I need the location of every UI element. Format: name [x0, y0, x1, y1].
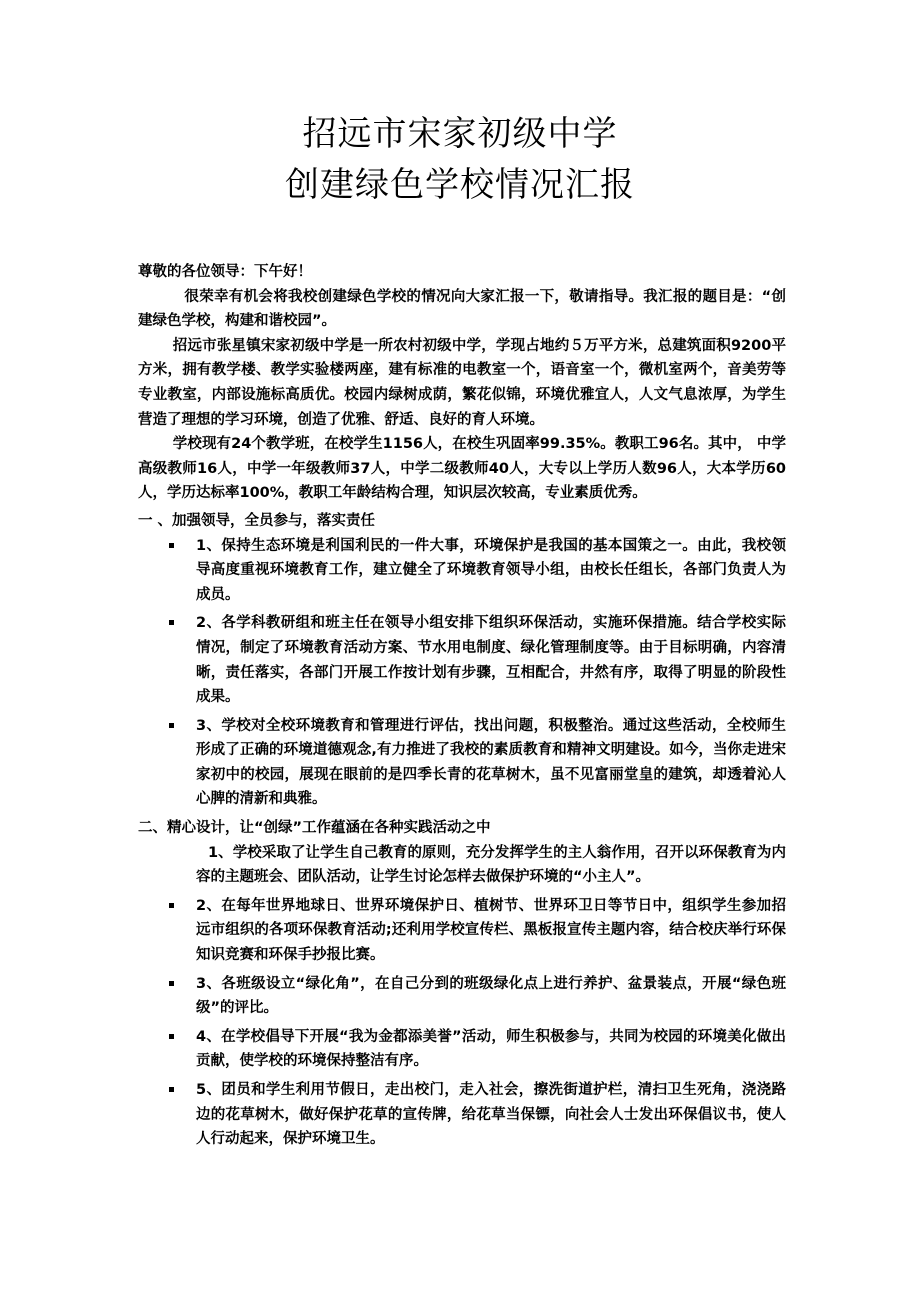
- list-item: 4、在学校倡导下开展“我为金都添美誉”活动，师生积极参与，共同为校园的环境美化做出贡献，使学校的环境保持整洁有序。: [138, 1025, 786, 1074]
- section2-list: [138, 894, 786, 1152]
- list-item: 2、在每年世界地球日、世界环境保护日、植树节、世界环卫日等节日中，组织学生参加招远市组织的各项环保教育活动;还利用学校宣传栏、黑板报宣传主题内容，结合校庆举行环保知识竞赛和环保手抄报比赛。: [138, 894, 786, 968]
- section1-heading: 一 、加强领导，全员参与，落实责任: [138, 512, 376, 529]
- section1-list: [138, 534, 786, 813]
- stats-paragraph: 学校现有24个教学班，在校学生1156人，在校生巩固率99.35%。教职工96名。其中， 中学高级教师16人，中学一年级教师37人，中学二级教师40人，大专以上学历人数96人，大本学历60人，学历达标率100%，教职工年龄结构合理，知识层次较高，专业素质优秀。: [138, 436, 786, 502]
- intro-paragraph: 很荣幸有机会将我校创建绿色学校的情况向大家汇报一下，敬请指导。我汇报的题目是：“创建绿色学校，构建和谐校园”。: [138, 288, 786, 330]
- salutation: 尊敬的各位领导：下午好！: [138, 264, 312, 280]
- list-item: 3、学校对全校环境教育和管理进行评估，找出问题，积极整治。通过这些活动，全校师生形成了正确的环境道德观念,有力推进了我校的素质教育和精神文明建设。如今，当你走进宋家初中的校园，展现在眼前的是四季长青的花草树木，虽不见富丽堂皇的建筑，却透着沁人心脾的清新和典雅。: [138, 714, 786, 812]
- list-item: 3、各班级设立“绿化角”，在自己分到的班级绿化点上进行养护、盆景装点，开展“绿色班级”的评比。: [138, 972, 786, 1021]
- bullet-icon: [169, 903, 174, 908]
- bullet-icon: [169, 543, 174, 548]
- school-paragraph: 招远市张星镇宋家初级中学是一所农村初级中学，学现占地约５万平方米，总建筑面积9200平方米，拥有教学楼、教学实验楼两座，建有标准的电教室一个，语音室一个，微机室两个，音美劳等专业教室，内部设施标高质优。校园内绿树成荫，繁花似锦，环境优雅宜人，人文气息浓厚，为学生营造了理想的学习环境，创造了优雅、舒适、良好的育人环境。: [138, 337, 786, 428]
- document-body: [138, 260, 786, 1156]
- bullet-icon: [169, 1034, 174, 1039]
- list-item: 1、保持生态环境是利国利民的一件大事，环境保护是我国的基本国策之一。由此，我校领导高度重视环境教育工作，建立健全了环境教育领导小组，由校长任组长，各部门负责人为成员。: [138, 534, 786, 608]
- bullet-icon: [169, 723, 174, 728]
- bullet-icon: [169, 620, 174, 625]
- bullet-icon: [169, 981, 174, 986]
- list-item: 2、各学科教研组和班主任在领导小组安排下组织环保活动，实施环保措施。结合学校实际情况，制定了环境教育活动方案、节水用电制度、绿化管理制度等。由于目标明确，内容清晰，责任落实，各部门开展工作按计划有步骤，互相配合，井然有序，取得了明显的阶段性成果。: [138, 611, 786, 709]
- section2-heading: 二、精心设计，让“创绿”工作蕴涵在各种实践活动之中: [138, 820, 491, 837]
- bullet-icon: [169, 1087, 174, 1092]
- list-item: 5、团员和学生利用节假日，走出校门，走入社会，擦洗街道护栏，清扫卫生死角，浇浇路边的花草树木，做好保护花草的宣传牌，给花草当保镖，向社会人士发出环保倡议书，使人人行动起来，保护环境卫生。: [138, 1078, 786, 1152]
- section2-first-item: 1、学校采取了让学生自己教育的原则，充分发挥学生的主人翁作用，召开以环保教育为内容的主题班会、团队活动，让学生讨论怎样去做保护环境的“小主人”。: [196, 844, 786, 886]
- document-title-line1: 招远市宋家初级中学: [302, 114, 618, 154]
- document-title-line2: 创建绿色学校情况汇报: [285, 165, 635, 205]
